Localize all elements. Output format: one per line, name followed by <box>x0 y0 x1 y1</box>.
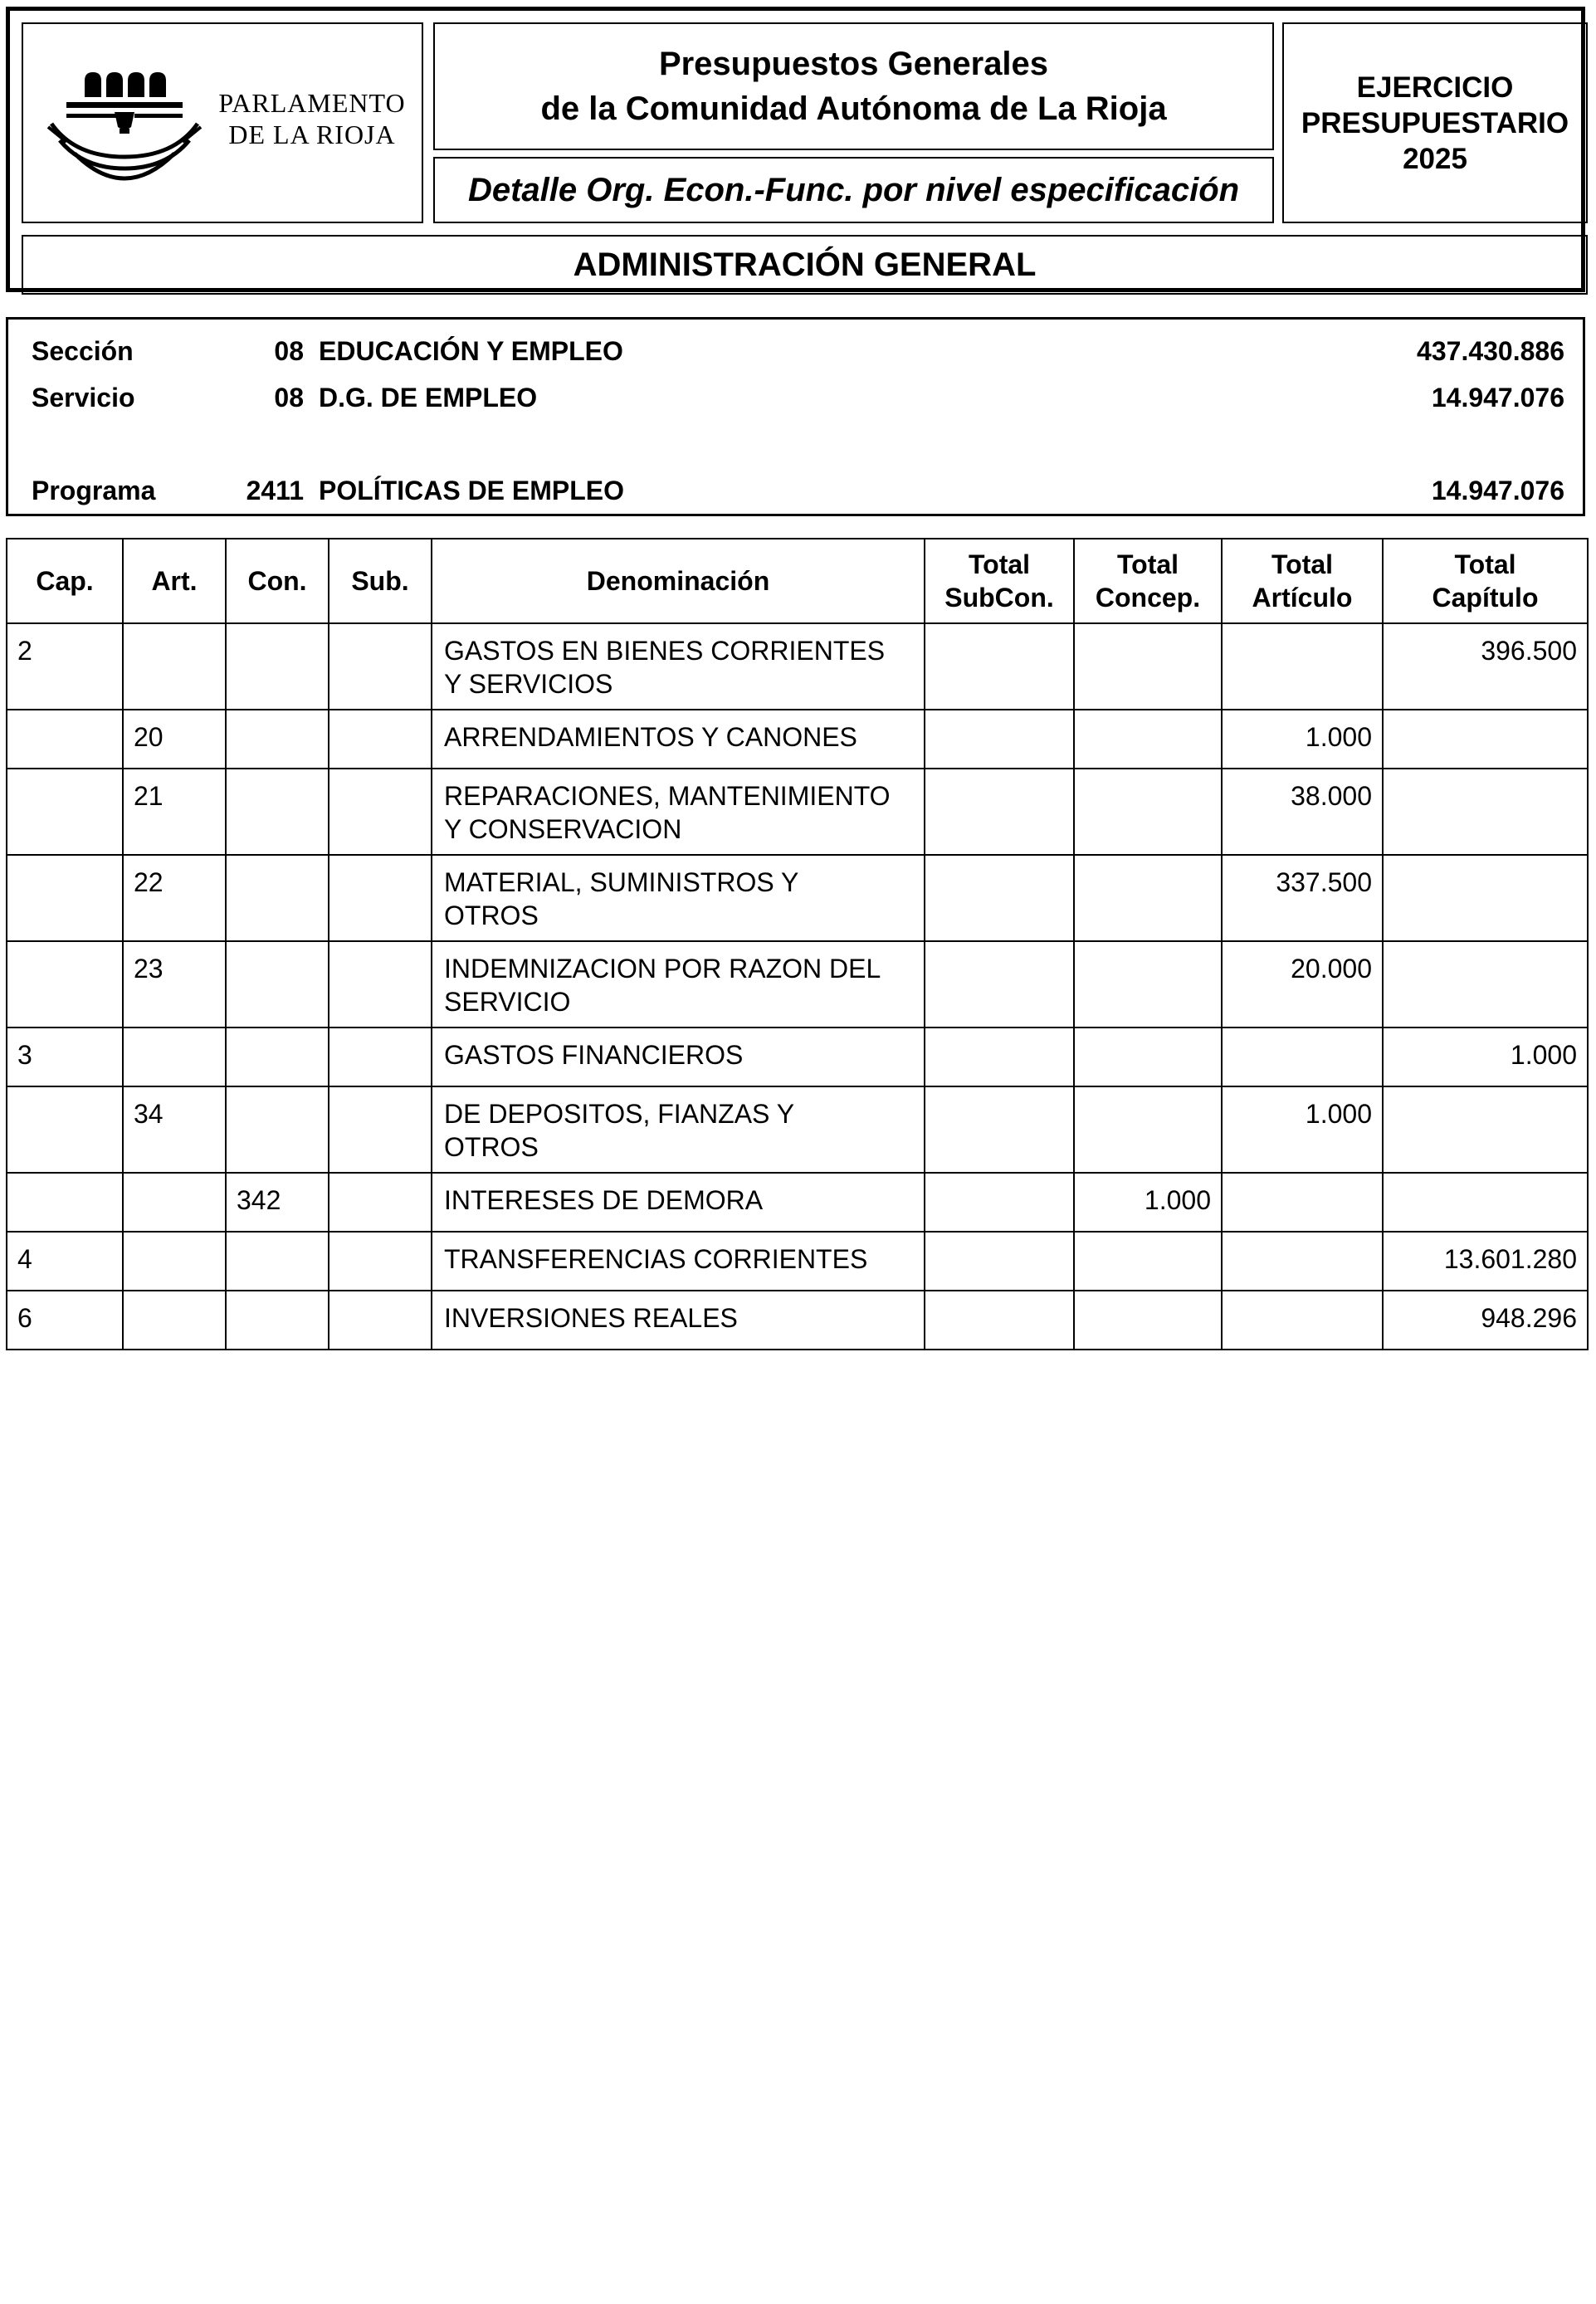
cell-total-subcon <box>925 1028 1074 1086</box>
table-row <box>7 623 1588 710</box>
logo-box <box>22 22 423 223</box>
den-line-1: ARRENDAMIENTOS Y CANONES <box>444 722 857 752</box>
table-header-row <box>7 539 1588 623</box>
cell-total-articulo: 20.000 <box>1222 941 1383 1028</box>
parlamento-logo-icon <box>41 66 207 190</box>
cell-con <box>226 710 329 769</box>
table-row <box>7 1291 1588 1350</box>
header-total-subcon <box>925 539 1074 623</box>
programa-amount: 14.947.076 <box>1431 476 1564 505</box>
cell-total-articulo <box>1222 1028 1383 1086</box>
cell-con <box>226 769 329 855</box>
document-subtitle: Detalle Org. Econ.-Func. por nivel especificación <box>433 157 1274 223</box>
cell-sub <box>329 769 432 855</box>
den-line-2: Y CONSERVACION <box>444 814 682 844</box>
cell-art: 34 <box>123 1086 226 1173</box>
cell-total-concep <box>1074 710 1222 769</box>
cell-total-concep <box>1074 1086 1222 1173</box>
cell-total-subcon <box>925 769 1074 855</box>
table-row <box>7 855 1588 941</box>
cell-con <box>226 1028 329 1086</box>
table-row <box>7 710 1588 769</box>
cell-sub <box>329 710 432 769</box>
den-line-1: REPARACIONES, MANTENIMIENTO <box>444 781 891 811</box>
cell-denominacion <box>432 1232 925 1291</box>
header-total-articulo-l1: Total <box>1271 549 1334 579</box>
cell-total-concep <box>1074 769 1222 855</box>
cell-denominacion <box>432 623 925 710</box>
cell-total-articulo: 38.000 <box>1222 769 1383 855</box>
cell-denominacion <box>432 941 925 1028</box>
table-row <box>7 1028 1588 1086</box>
cell-denominacion <box>432 855 925 941</box>
den-line-2: Y SERVICIOS <box>444 669 613 699</box>
den-line-2: OTROS <box>444 901 539 930</box>
header-sub: Sub. <box>329 539 432 623</box>
seccion-label: Sección <box>32 336 134 366</box>
cell-denominacion <box>432 1086 925 1173</box>
fiscal-year-box <box>1282 22 1588 223</box>
cell-total-capitulo <box>1383 855 1588 941</box>
cell-total-subcon <box>925 855 1074 941</box>
cell-art <box>123 1291 226 1350</box>
seccion-name: EDUCACIÓN Y EMPLEO <box>319 336 623 366</box>
cell-total-capitulo: 396.500 <box>1383 623 1588 710</box>
cell-art <box>123 623 226 710</box>
cell-sub <box>329 623 432 710</box>
cell-total-concep <box>1074 855 1222 941</box>
cell-total-concep <box>1074 941 1222 1028</box>
cell-denominacion <box>432 1028 925 1086</box>
programa-code: 2411 <box>246 476 304 505</box>
header-total-concep <box>1074 539 1222 623</box>
cell-sub <box>329 1232 432 1291</box>
header-total-capitulo-l1: Total <box>1454 549 1516 579</box>
cell-total-subcon <box>925 623 1074 710</box>
cell-total-subcon <box>925 1232 1074 1291</box>
cell-total-subcon <box>925 941 1074 1028</box>
cell-con <box>226 1086 329 1173</box>
seccion-amount: 437.430.886 <box>1417 336 1564 366</box>
header-denominacion: Denominación <box>432 539 925 623</box>
cell-total-articulo <box>1222 1291 1383 1350</box>
cell-art <box>123 1028 226 1086</box>
header-total-capitulo-l2: Capítulo <box>1432 583 1539 613</box>
document-title <box>433 22 1274 150</box>
cell-total-subcon <box>925 1086 1074 1173</box>
table-row <box>7 1173 1588 1232</box>
cell-total-articulo: 337.500 <box>1222 855 1383 941</box>
table-row <box>7 941 1588 1028</box>
servicio-label: Servicio <box>32 383 135 412</box>
cell-cap <box>7 855 123 941</box>
header-total-articulo <box>1222 539 1383 623</box>
cell-total-subcon <box>925 710 1074 769</box>
cell-cap <box>7 1086 123 1173</box>
administration-title: ADMINISTRACIÓN GENERAL <box>22 235 1588 295</box>
header-total-subcon-l1: Total <box>968 549 1031 579</box>
den-line-2: SERVICIO <box>444 987 571 1017</box>
cell-cap <box>7 769 123 855</box>
logo-text <box>207 87 417 150</box>
cell-total-articulo <box>1222 1232 1383 1291</box>
table-row <box>7 769 1588 855</box>
logo-line-1: PARLAMENTO <box>218 88 406 118</box>
den-line-1: TRANSFERENCIAS CORRIENTES <box>444 1244 868 1274</box>
cell-total-articulo: 1.000 <box>1222 1086 1383 1173</box>
cell-denominacion <box>432 769 925 855</box>
cell-denominacion <box>432 710 925 769</box>
budget-info-block <box>6 317 1585 516</box>
cell-art: 20 <box>123 710 226 769</box>
cell-total-capitulo: 1.000 <box>1383 1028 1588 1086</box>
cell-cap: 4 <box>7 1232 123 1291</box>
year-line-1: EJERCICIO <box>1356 71 1514 104</box>
cell-sub <box>329 1086 432 1173</box>
header-total-concep-l1: Total <box>1116 549 1179 579</box>
cell-cap: 6 <box>7 1291 123 1350</box>
table-row <box>7 1086 1588 1173</box>
cell-total-capitulo <box>1383 1173 1588 1232</box>
cell-cap: 3 <box>7 1028 123 1086</box>
cell-total-capitulo: 948.296 <box>1383 1291 1588 1350</box>
servicio-amount: 14.947.076 <box>1431 383 1564 412</box>
cell-total-articulo <box>1222 623 1383 710</box>
cell-total-capitulo <box>1383 769 1588 855</box>
den-line-1: INDEMNIZACION POR RAZON DEL <box>444 954 881 984</box>
cell-total-articulo <box>1222 1173 1383 1232</box>
header-total-subcon-l2: SubCon. <box>944 583 1054 613</box>
cell-art: 21 <box>123 769 226 855</box>
cell-con <box>226 1291 329 1350</box>
programa-label: Programa <box>32 476 156 505</box>
seccion-row <box>8 336 1583 369</box>
cell-sub <box>329 1173 432 1232</box>
title-line-1: Presupuestos Generales <box>658 46 1049 82</box>
cell-total-concep <box>1074 623 1222 710</box>
den-line-1: INVERSIONES REALES <box>444 1303 738 1333</box>
cell-sub <box>329 1291 432 1350</box>
den-line-2: OTROS <box>444 1132 539 1162</box>
cell-denominacion <box>432 1173 925 1232</box>
cell-art <box>123 1173 226 1232</box>
cell-con <box>226 623 329 710</box>
servicio-row <box>8 383 1583 416</box>
servicio-code: 08 <box>274 383 304 412</box>
servicio-name: D.G. DE EMPLEO <box>319 383 538 412</box>
cell-total-articulo: 1.000 <box>1222 710 1383 769</box>
programa-row <box>8 476 1583 509</box>
cell-total-subcon <box>925 1173 1074 1232</box>
cell-cap <box>7 1173 123 1232</box>
table-row <box>7 1232 1588 1291</box>
cell-denominacion <box>432 1291 925 1350</box>
budget-detail-table <box>6 538 1589 1350</box>
cell-art: 22 <box>123 855 226 941</box>
logo-line-2: DE LA RIOJA <box>228 120 396 149</box>
den-line-1: INTERESES DE DEMORA <box>444 1185 764 1215</box>
cell-sub <box>329 1028 432 1086</box>
cell-cap <box>7 941 123 1028</box>
header-total-concep-l2: Concep. <box>1095 583 1201 613</box>
cell-total-capitulo <box>1383 1086 1588 1173</box>
fiscal-year: 2025 <box>1403 142 1467 175</box>
document-header <box>6 7 1585 292</box>
cell-cap <box>7 710 123 769</box>
cell-art: 23 <box>123 941 226 1028</box>
cell-total-concep: 1.000 <box>1074 1173 1222 1232</box>
header-total-articulo-l2: Artículo <box>1252 583 1353 613</box>
den-line-1: MATERIAL, SUMINISTROS Y <box>444 867 799 897</box>
header-con: Con. <box>226 539 329 623</box>
den-line-1: GASTOS EN BIENES CORRIENTES <box>444 636 886 666</box>
seccion-code: 08 <box>274 336 304 366</box>
header-cap: Cap. <box>7 539 123 623</box>
cell-total-capitulo <box>1383 710 1588 769</box>
cell-total-capitulo <box>1383 941 1588 1028</box>
programa-name: POLÍTICAS DE EMPLEO <box>319 476 625 505</box>
cell-total-concep <box>1074 1028 1222 1086</box>
cell-total-concep <box>1074 1291 1222 1350</box>
cell-sub <box>329 855 432 941</box>
year-line-2: PRESUPUESTARIO <box>1301 106 1569 139</box>
cell-con <box>226 855 329 941</box>
cell-cap: 2 <box>7 623 123 710</box>
header-total-capitulo <box>1383 539 1588 623</box>
cell-art <box>123 1232 226 1291</box>
cell-con <box>226 941 329 1028</box>
cell-sub <box>329 941 432 1028</box>
cell-total-subcon <box>925 1291 1074 1350</box>
den-line-1: DE DEPOSITOS, FIANZAS Y <box>444 1099 795 1129</box>
header-art: Art. <box>123 539 226 623</box>
title-line-2: de la Comunidad Autónoma de La Rioja <box>540 90 1167 127</box>
cell-con <box>226 1232 329 1291</box>
den-line-1: GASTOS FINANCIEROS <box>444 1040 744 1070</box>
cell-total-capitulo: 13.601.280 <box>1383 1232 1588 1291</box>
cell-con: 342 <box>226 1173 329 1232</box>
cell-total-concep <box>1074 1232 1222 1291</box>
